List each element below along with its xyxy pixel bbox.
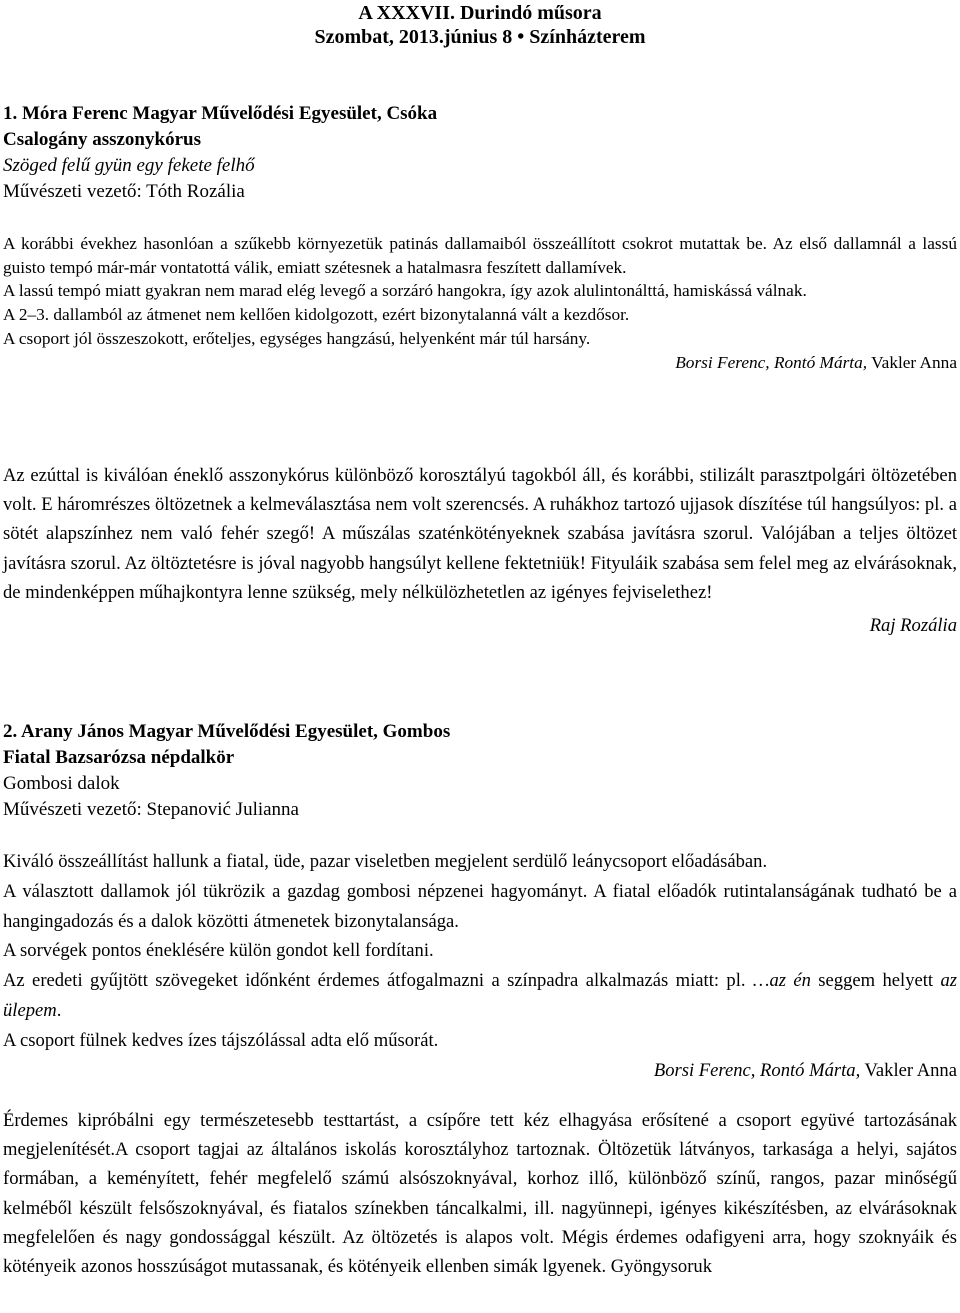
entry-2-choir: Fiatal Bazsarózsa népdalkör bbox=[3, 747, 235, 768]
entry-2-song: Gombosi dalok bbox=[3, 773, 120, 794]
quote-intro: Az eredeti gyűjtött szövegeket időnként érdemes átfogalmazni a színpadra alkalmazás miatt: pl. bbox=[3, 970, 753, 992]
review-paragraph: A lassú tempó miatt gyakran nem marad elég levegő a sorzáró hangokra, így azok alulintonálttá, hamiskássá válnak. bbox=[3, 281, 807, 301]
review-line: A sorvégek pontos éneklésére külön gondot kell fordítani. bbox=[3, 940, 434, 962]
entry-2-group: 2. Arany János Magyar Művelődési Egyesület, Gombos bbox=[3, 721, 451, 742]
quote-italic-1: …az én bbox=[752, 970, 811, 992]
review-closing-line: A csoport fülnek kedves ízes tájszólással adta elő műsorát. bbox=[3, 1029, 439, 1051]
entry-2-heading bbox=[3, 719, 957, 823]
entry-1-group: 1. Móra Ferenc Magyar Művelődési Egyesület, Csóka bbox=[3, 103, 438, 124]
entry-1-song: Szöged felű gyün egy fekete felhő bbox=[3, 155, 255, 176]
entry-1-costume-reviewer: Raj Rozália bbox=[869, 615, 957, 637]
jury-italic-names: Borsi Ferenc, Rontó Márta, bbox=[675, 352, 868, 372]
costume-paragraph: Az ezúttal is kiválóan éneklő asszonykórus különböző korosztályú tagokból áll, és korábbi, stilizált parasztpolgári öltözetében volt. E háromrészes öltözetnek a kelmeválasztása nem volt szerencsés. A ruhákhoz tartozó ujjasok díszítése túl hangsúlyos: pl. a sötét alapszínhez nem való fehér szegő! A műszálas szaténkötényeknek szabása javításra szorul. Valójában a teljes öltözet javításra szorul. Az öltöztetésre is jóval nagyobb hangsúlyt kellene fektetniük! Fityuláik szabása sem felel meg az elvárásoknak, de mindenképpen műhajkontyra lenne szükség, mely nélkülözhetetlen az igényes fejviselethez! bbox=[3, 465, 957, 603]
entry-2-director: Művészeti vezető: Stepanović Julianna bbox=[3, 799, 299, 820]
entry-2-music-review bbox=[3, 847, 957, 1085]
entry-1-heading bbox=[3, 101, 957, 205]
jury-italic-names: Borsi Ferenc, Rontó Márta, bbox=[653, 1059, 861, 1081]
review-quote-line bbox=[3, 966, 957, 1026]
entry-1-director: Művészeti vezető: Tóth Rozália bbox=[3, 181, 245, 202]
review-paragraph: A korábbi évekhez hasonlóan a szűkebb környezetük patinás dallamaiból összeállított csokrot mutattak be. Az első dallamnál a lassú guisto tempó már-már vontatottá válik, emiatt szétesnek a hatalmasra feszített dallamívek. bbox=[3, 234, 957, 277]
quote-end: . bbox=[56, 999, 62, 1021]
entry-1-choir: Csalogány asszonykórus bbox=[3, 129, 201, 150]
review-paragraph: A 2–3. dallamból az átmenet nem kellően kidolgozott, ezért bizonytalanná vált a kezdősor. bbox=[3, 305, 630, 325]
review-line: A választott dallamok jól tükrözik a gazdag gombosi népzenei hagyományt. A fiatal előadók rutintalanságának tudható be a hangingadozás és a dalok közötti átmenetek bizonytalansága. bbox=[3, 880, 957, 932]
entry-2-costume-review bbox=[3, 1106, 957, 1281]
jury-plain-name: Vakler Anna bbox=[867, 352, 957, 372]
quote-plain-mid: seggem helyett bbox=[810, 970, 941, 992]
entry-1-jury bbox=[3, 351, 957, 375]
entry-1-costume-review bbox=[3, 461, 957, 640]
review-line: Kiváló összeállítást hallunk a fiatal, üde, pazar viseletben megjelent serdülő leánycsoport előadásában. bbox=[3, 851, 768, 872]
review-paragraph: A csoport jól összeszokott, erőteljes, egységes hangzású, helyenként már túl harsány. bbox=[3, 328, 591, 348]
program-date-venue: Szombat, 2013.június 8 • Színházterem bbox=[314, 26, 646, 48]
entry-2-jury bbox=[3, 1056, 957, 1086]
costume-paragraph: Érdemes kipróbálni egy természetesebb testtartást, a csípőre tett kéz elhagyása erősítené a csoport együvé tartozásának megjelenítését.A csoport tagjai az általános iskolás korosztályhoz tartoznak. Öltözetük látványos, tarkasága a helyi, sajátos formában, a keményített, fehér megfelelő számú alsószoknyával, korhoz illő, különböző színű, rangos, pazar minőségű kelméből készült felsőszoknyával, és fiatalos színekben táncalkalmi, ill. nagyünnepi, igényes kikészítésben, az elvárásoknak megfelelően és nagy gondossággal készült. Az öltözetés is alapos volt. Mégis érdemes odafigyeni arra, hogy szoknyáik és kötényeik azonos hosszúságot mutassanak, és kötényeik ellenben simák lgyenek. Gyöngysoruk bbox=[3, 1110, 957, 1278]
program-title: A XXXVII. Durindó műsora bbox=[358, 2, 602, 24]
quote-italic-2: az ülepem bbox=[3, 970, 958, 1021]
jury-plain-name: Vakler Anna bbox=[860, 1059, 957, 1081]
entry-1-music-review bbox=[3, 232, 957, 374]
